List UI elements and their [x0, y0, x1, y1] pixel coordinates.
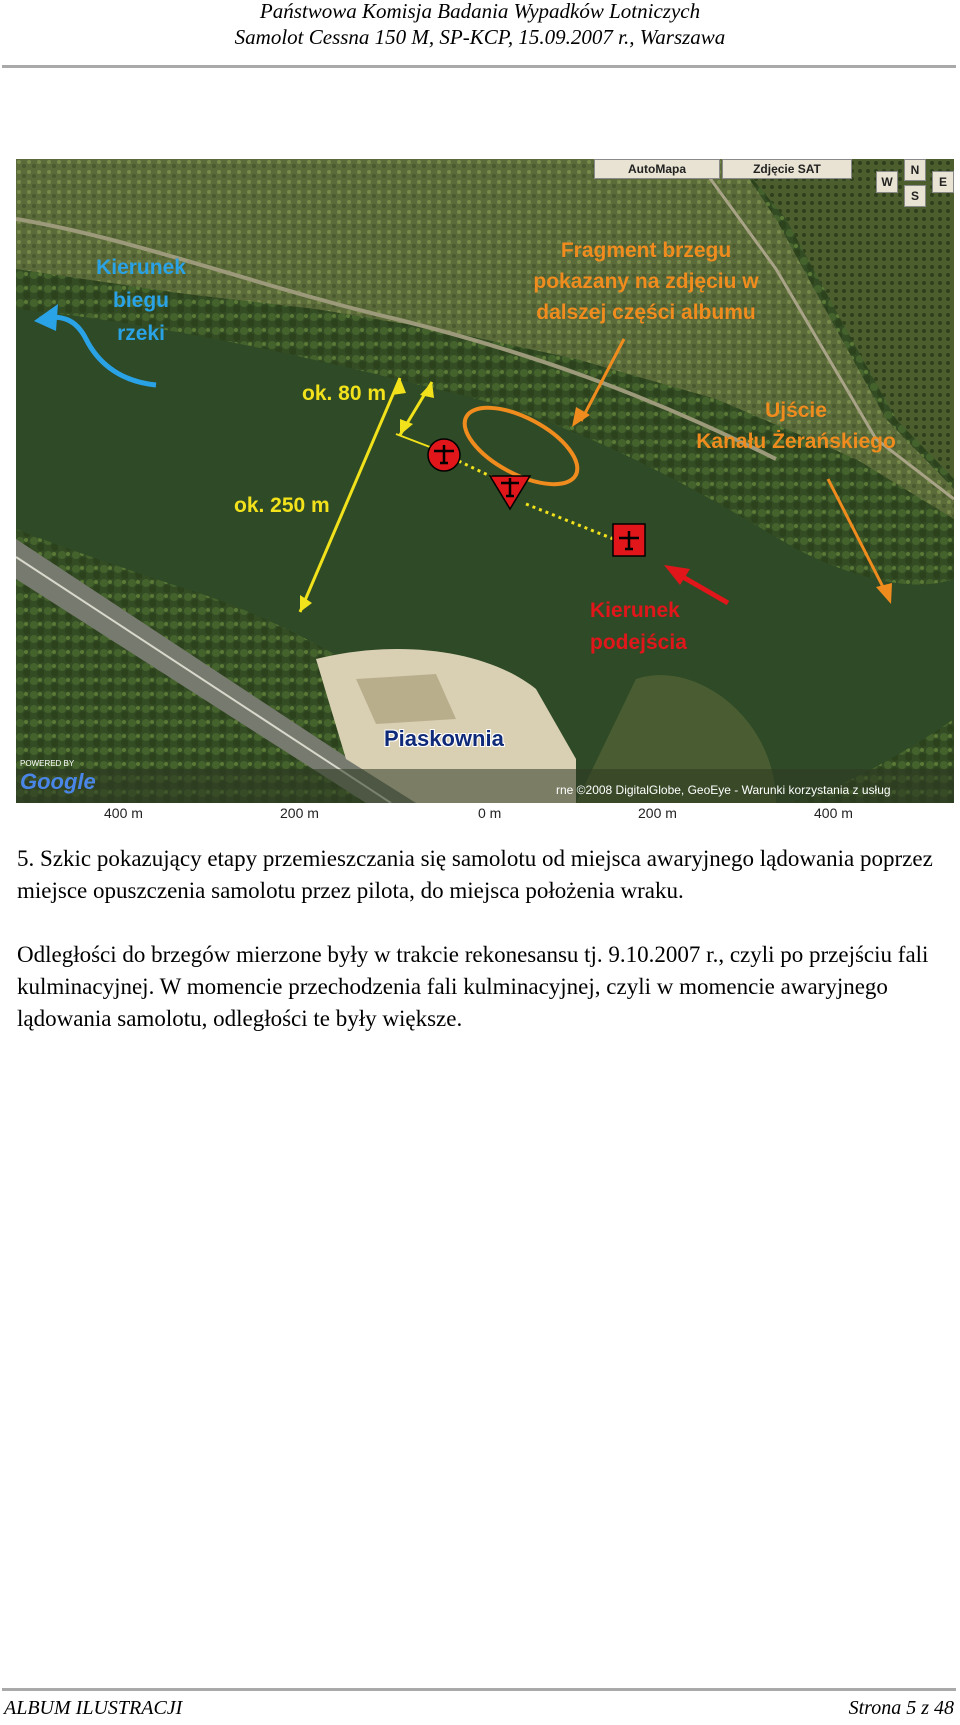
compass-east[interactable]: E: [932, 171, 954, 193]
caption-paragraph-1: 5. Szkic pokazujący etapy przemieszczania się samolotu od miejsca awaryjnego lądowania poprzez miejsce opuszczenia samolotu przez pilota, do miejsca położenia wraku.: [17, 846, 933, 903]
footer-album-label: ALBUM ILUSTRACJI: [4, 1697, 183, 1719]
automapa-button[interactable]: AutoMapa: [594, 159, 720, 179]
compass-north[interactable]: N: [904, 159, 926, 181]
google-powered-by: POWERED BY: [20, 759, 75, 768]
scale-label: 400 m: [104, 805, 143, 821]
footer-rule: [2, 1688, 956, 1691]
header-rule: [2, 65, 956, 68]
ujscie-label: Ujście Kanału Żerańskiego: [696, 399, 896, 453]
fragment-label: Fragment brzegu pokazany na zdjęciu w dalszej części albumu: [533, 239, 759, 324]
header-case: Samolot Cessna 150 M, SP-KCP, 15.09.2007 r., Warszawa: [234, 25, 726, 49]
map-copyright: rne ©2008 DigitalGlobe, GeoEye - Warunki korzystania z usług: [556, 783, 891, 797]
river-direction-label: Kierunek biegu rzeki: [96, 256, 186, 345]
scale-label: 0 m: [478, 805, 502, 821]
caption-paragraph-2: Odległości do brzegów mierzone były w trakcie rekonesansu tj. 9.10.2007 r., czyli po przejściu fali kulminacyjnej. W momencie przechodzenia fali kulminacyjnej, czyli w momencie awaryjnego lądowania samolotu, odległości te były większe.: [17, 942, 929, 1031]
header-institution: Państwowa Komisja Badania Wypadków Lotniczych: [259, 0, 701, 23]
google-logo: Google: [20, 769, 96, 794]
wreck-marker: [613, 524, 645, 556]
zdjecie-sat-button[interactable]: Zdjęcie SAT: [722, 159, 852, 179]
landing-marker: [428, 439, 460, 471]
scale-label: 400 m: [814, 805, 853, 821]
approach-label: Kierunek podejścia: [590, 599, 687, 654]
scale-label: 200 m: [280, 805, 319, 821]
distance-80-label: ok. 80 m: [302, 382, 387, 405]
satellite-map: [16, 159, 954, 803]
distance-250-label: ok. 250 m: [234, 494, 330, 517]
compass-west[interactable]: W: [876, 171, 898, 193]
footer-page-number: Strona 5 z 48: [848, 1697, 954, 1719]
scale-label: 200 m: [638, 805, 677, 821]
compass-south[interactable]: S: [904, 185, 926, 207]
sandpit-label: Piaskownia: [384, 726, 504, 751]
